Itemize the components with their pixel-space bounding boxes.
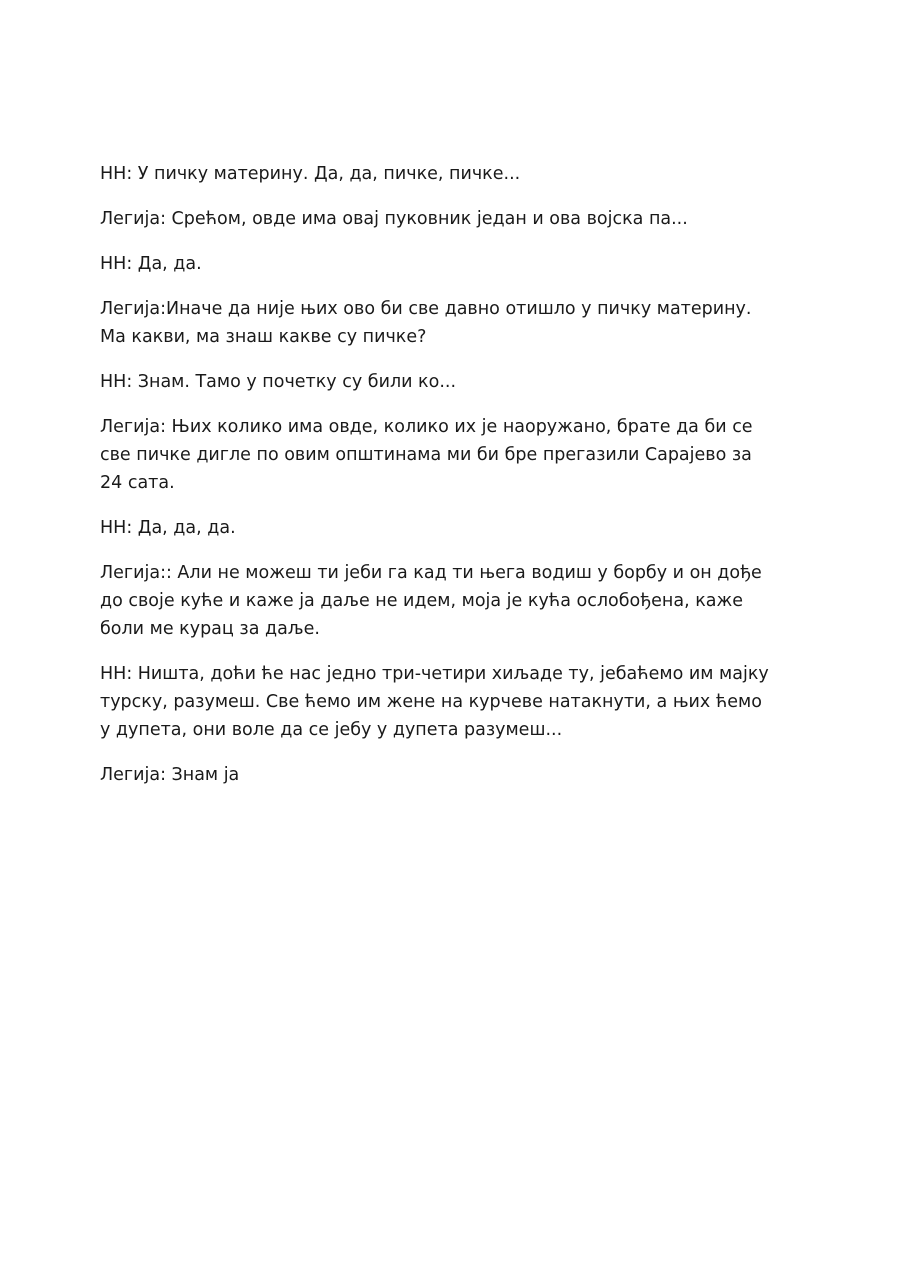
transcript-line: Легија:Иначе да није њих ово би све давно отишло у пичку материну. Ма какви, ма знаш какве су пичке? (100, 299, 752, 347)
transcript-line: НН: Ништа, доћи ће нас једно три-четири хиљаде ту, јебаћемо им мајку турску, разумеш. Све ћемо им жене на курчеве натакнути, а њих ћемо у дупета, они воле да се јебу у дупета разумеш... (100, 664, 769, 740)
transcript-line: НН: У пичку материну. Да, да, пичке, пичке... (100, 164, 521, 184)
transcript-line: НН: Да, да, да. (100, 518, 236, 538)
transcript-line: НН: Знам. Тамо у почетку су били ко... (100, 372, 457, 392)
transcript-line: НН: Да, да. (100, 254, 202, 274)
transcript-line: Легија: Знам ја (100, 765, 240, 785)
transcript-line: Легија:: Али не можеш ти јеби га кад ти њега водиш у борбу и он дође до своје куће и каже ја даље не идем, моја је кућа ослобођена, каже боли ме курац за даље. (100, 563, 762, 639)
transcript-line: Легија: Њих колико има овде, колико их је наоружано, брате да би се све пичке дигле по овим општинама ми би бре прегазили Сарајево за 24 сата. (100, 417, 753, 493)
transcript-body (100, 160, 775, 806)
transcript-line: Легија: Срећом, овде има овај пуковник један и ова војска па... (100, 209, 688, 229)
